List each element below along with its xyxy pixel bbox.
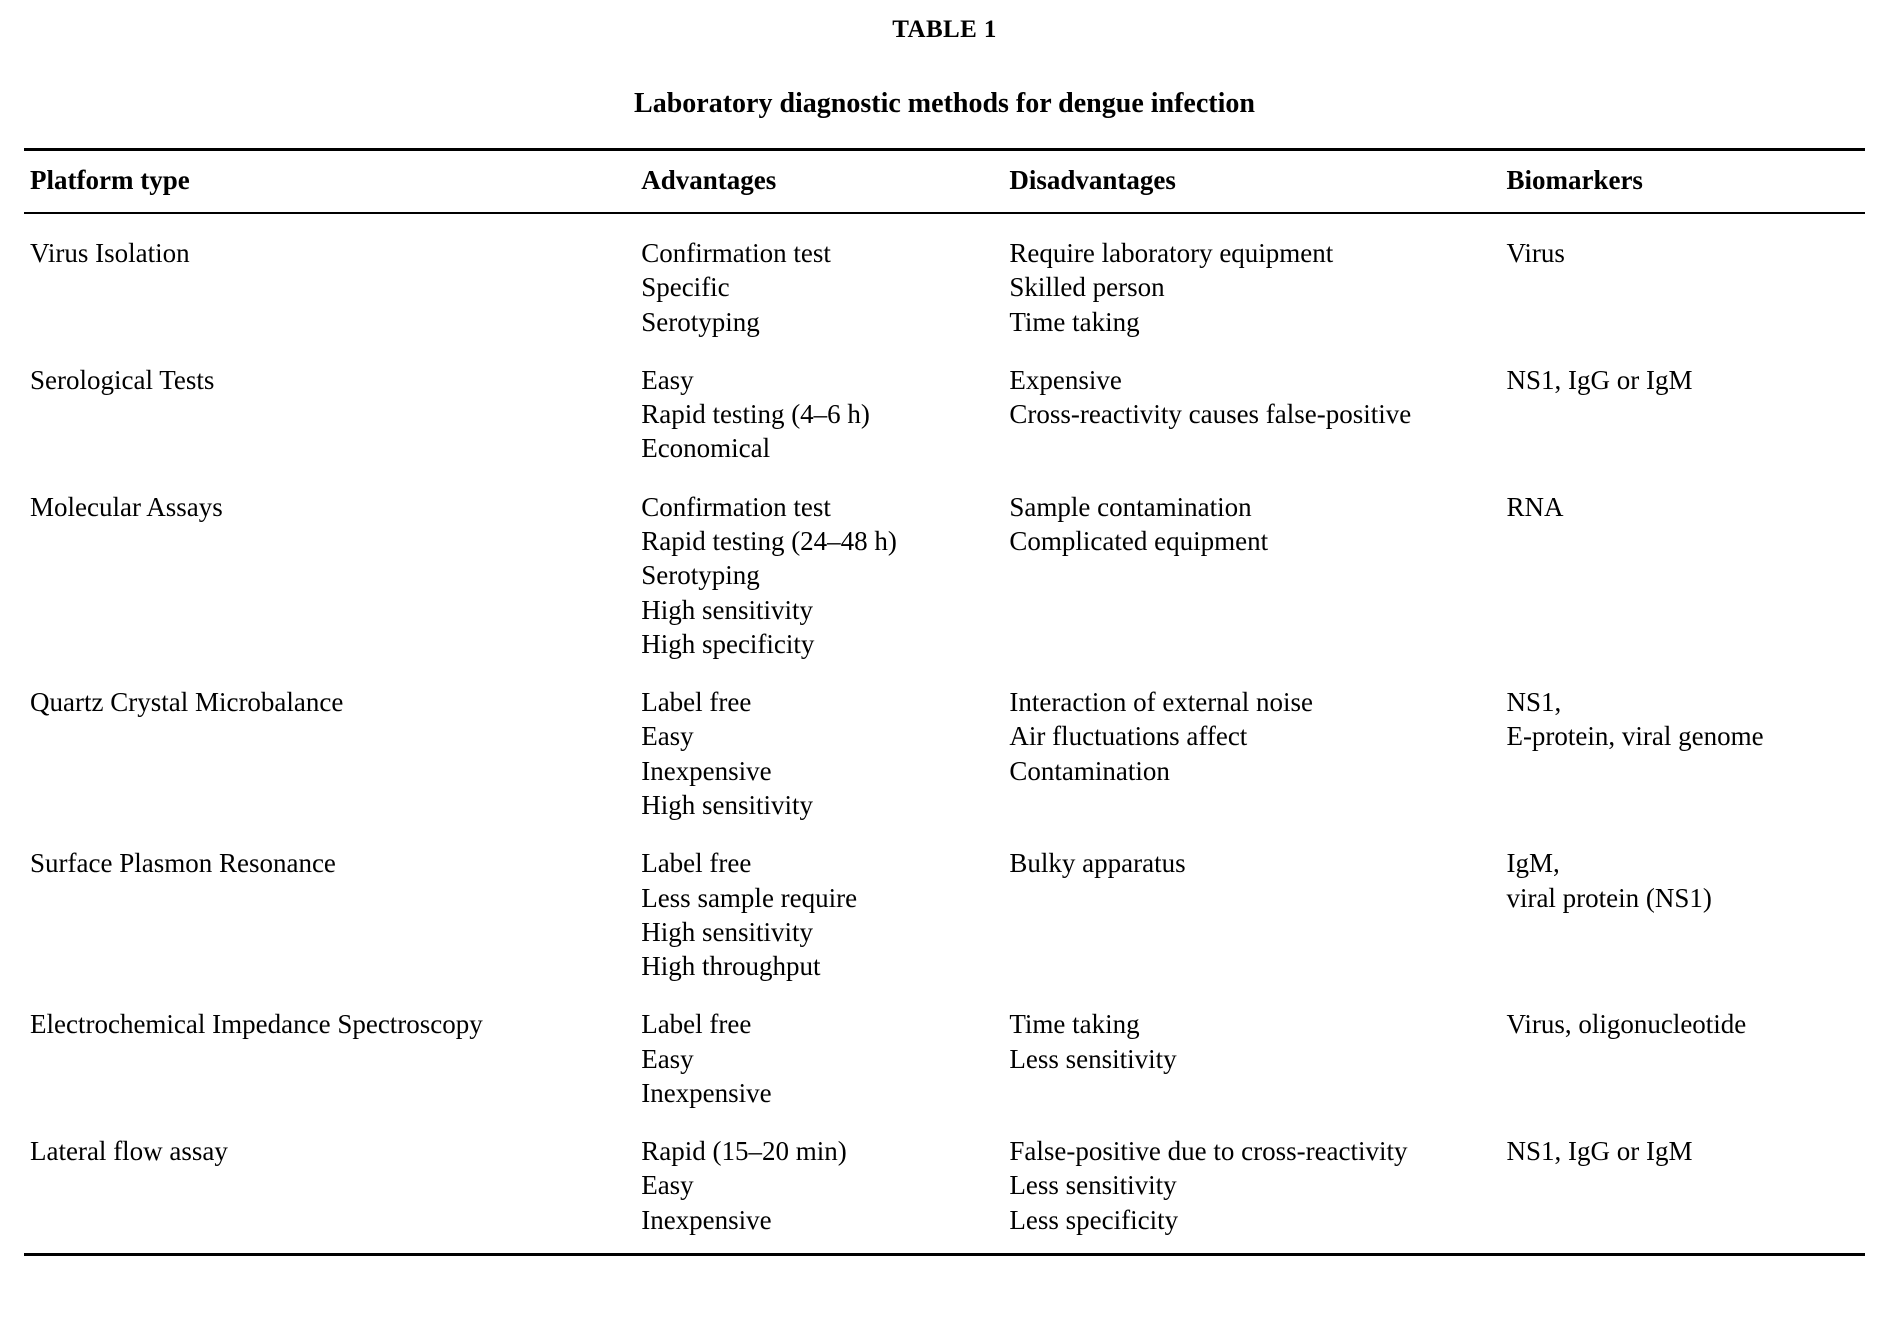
cell-platform-type: Virus Isolation xyxy=(24,213,635,345)
cell-advantages xyxy=(635,345,1003,472)
cell-biomarkers xyxy=(1500,667,1865,828)
cell-line: Virus xyxy=(1506,238,1565,268)
column-header-platform-type: Platform type xyxy=(24,150,635,214)
cell-disadvantages xyxy=(1003,989,1500,1116)
cell-line: Easy xyxy=(641,1170,694,1201)
cell-line: Inexpensive xyxy=(641,1077,772,1108)
cell-line: Sample contamination xyxy=(1009,491,1252,522)
cell-line: Inexpensive xyxy=(641,1204,772,1235)
cell-line: RNA xyxy=(1506,491,1564,522)
cell-line: Confirmation test xyxy=(641,491,831,522)
table-bottom-rule xyxy=(24,1253,1865,1256)
cell-line: viral protein (NS1) xyxy=(1506,882,1712,913)
table-header-row xyxy=(24,150,1865,214)
cell-line: Easy xyxy=(641,721,694,752)
column-header-advantages: Advantages xyxy=(635,150,1003,214)
cell-line: False-positive due to cross-reactivity xyxy=(1009,1136,1408,1167)
cell-line: Time taking xyxy=(1009,306,1140,337)
cell-line: NS1, IgG or IgM xyxy=(1506,364,1693,395)
cell-line: Skilled person xyxy=(1009,272,1165,303)
cell-line: Specific xyxy=(641,272,730,303)
cell-line: Easy xyxy=(641,364,694,395)
cell-line: Economical xyxy=(641,433,771,464)
cell-line: Less sensitivity xyxy=(1009,1043,1177,1074)
cell-disadvantages xyxy=(1003,1116,1500,1243)
cell-line: Rapid testing (24–48 h) xyxy=(641,525,897,556)
cell-advantages xyxy=(635,472,1003,667)
cell-line: Less sensitivity xyxy=(1009,1170,1177,1201)
column-header-disadvantages: Disadvantages xyxy=(1003,150,1500,214)
cell-line: Complicated equipment xyxy=(1009,525,1269,556)
cell-line: Serotyping xyxy=(641,560,760,591)
cell-platform-type: Surface Plasmon Resonance xyxy=(30,848,336,879)
cell-line: Expensive xyxy=(1009,364,1122,395)
cell-line: Rapid (15–20 min) xyxy=(641,1136,847,1167)
cell-platform-type: Serological Tests xyxy=(30,364,215,395)
cell-line: Interaction of external noise xyxy=(1009,687,1314,718)
cell-line: Label free xyxy=(641,848,752,879)
table-row xyxy=(24,472,1865,667)
table-number: TABLE 1 xyxy=(892,16,997,43)
cell-line: IgM, xyxy=(1506,848,1560,879)
cell-biomarkers xyxy=(1500,989,1865,1116)
cell-disadvantages xyxy=(1003,828,1500,989)
table-row xyxy=(24,213,1865,345)
cell-line: NS1, xyxy=(1506,687,1562,718)
cell-disadvantages xyxy=(1003,667,1500,828)
cell-biomarkers xyxy=(1500,213,1865,345)
cell-advantages xyxy=(635,667,1003,828)
cell-advantages xyxy=(635,213,1003,345)
cell-line: Less sample require xyxy=(641,882,858,913)
cell-line: Contamination xyxy=(1009,755,1170,786)
cell-platform-type: Electrochemical Impedance Spectroscopy xyxy=(30,1009,483,1040)
cell-line: Time taking xyxy=(1009,1009,1140,1040)
cell-advantages xyxy=(635,828,1003,989)
cell-platform-type: Molecular Assays xyxy=(30,491,223,522)
cell-line: Require laboratory equipment xyxy=(1009,238,1334,268)
table-row xyxy=(24,345,1865,472)
table-body xyxy=(24,213,1865,1243)
cell-line: High specificity xyxy=(641,628,815,659)
cell-biomarkers xyxy=(1500,345,1865,472)
column-header-biomarkers: Biomarkers xyxy=(1500,150,1865,214)
cell-line: Inexpensive xyxy=(641,755,772,786)
cell-line: Less specificity xyxy=(1009,1204,1179,1235)
cell-line: Confirmation test xyxy=(641,238,831,268)
cell-disadvantages xyxy=(1003,345,1500,472)
cell-advantages xyxy=(635,1116,1003,1243)
cell-line: Label free xyxy=(641,1009,752,1040)
cell-line: E-protein, viral genome xyxy=(1506,721,1764,752)
table-caption: Laboratory diagnostic methods for dengue infection xyxy=(634,88,1255,119)
table-row xyxy=(24,828,1865,989)
diagnostic-methods-table xyxy=(24,148,1865,1243)
table-header xyxy=(24,150,1865,214)
cell-platform-type: Quartz Crystal Microbalance xyxy=(30,687,344,718)
cell-biomarkers xyxy=(1500,828,1865,989)
cell-line: Label free xyxy=(641,687,752,718)
cell-line: High sensitivity xyxy=(641,789,813,820)
cell-line: Air fluctuations affect xyxy=(1009,721,1248,752)
cell-line: NS1, IgG or IgM xyxy=(1506,1136,1693,1167)
cell-biomarkers xyxy=(1500,1116,1865,1243)
cell-platform-type: Lateral flow assay xyxy=(30,1136,228,1167)
cell-line: High sensitivity xyxy=(641,594,813,625)
cell-disadvantages xyxy=(1003,472,1500,667)
cell-line: Rapid testing (4–6 h) xyxy=(641,399,870,430)
cell-disadvantages xyxy=(1003,213,1500,345)
cell-line: Serotyping xyxy=(641,306,760,337)
table-row xyxy=(24,1116,1865,1243)
cell-line: High sensitivity xyxy=(641,916,813,947)
table-row xyxy=(24,667,1865,828)
cell-advantages xyxy=(635,989,1003,1116)
cell-line: Cross-reactivity causes false-positive xyxy=(1009,399,1412,430)
cell-line: Virus, oligonucleotide xyxy=(1506,1009,1747,1040)
cell-biomarkers xyxy=(1500,472,1865,667)
cell-line: Easy xyxy=(641,1043,694,1074)
cell-line: High throughput xyxy=(641,951,821,982)
cell-line: Bulky apparatus xyxy=(1009,848,1186,879)
table-row xyxy=(24,989,1865,1116)
